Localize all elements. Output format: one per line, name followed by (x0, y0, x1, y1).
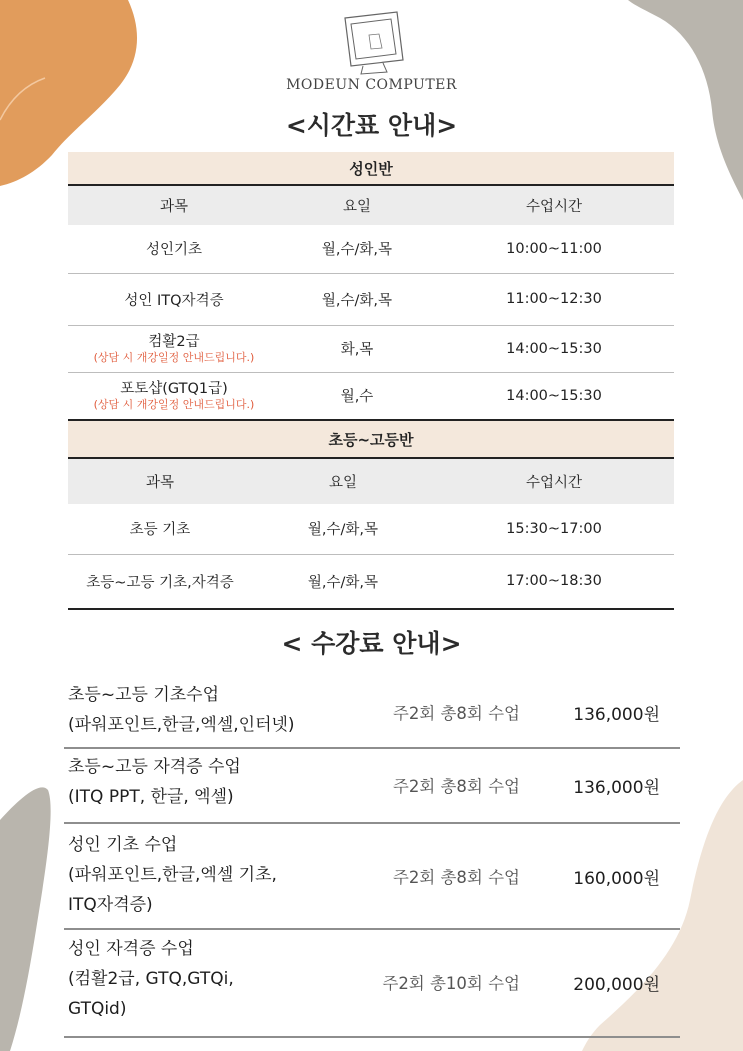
days-cell: 월,수/화,목 (252, 504, 434, 554)
course-schedule: 주2회 총10회 수업 (382, 974, 520, 993)
fee-title: < 수강료 안내> (281, 629, 462, 658)
fee-list (64, 676, 680, 1038)
subject-cell (68, 372, 280, 420)
course-price: 136,000원 (573, 705, 660, 725)
time-cell: 11:00~12:30 (434, 273, 674, 325)
subject-cell: 성인 ITQ자격증 (68, 273, 280, 325)
subject-cell: 성인기초 (68, 225, 280, 273)
fee-item (64, 824, 680, 930)
fee-item (64, 676, 680, 749)
adult-schedule-table (68, 152, 674, 421)
time-cell: 15:30~17:00 (434, 504, 674, 554)
course-price: 160,000원 (573, 869, 660, 889)
column-header-days: 요일 (280, 185, 434, 225)
days-cell: 월,수/화,목 (252, 554, 434, 609)
fee-item (64, 930, 680, 1038)
consult-note: (상담 시 개강일정 안내드립니다.) (93, 397, 255, 411)
kids-schedule-table (68, 421, 674, 610)
days-cell: 화,목 (280, 325, 434, 372)
course-price: 136,000원 (573, 778, 660, 798)
time-cell: 17:00~18:30 (434, 554, 674, 609)
schedule-title: <시간표 안내> (285, 111, 458, 140)
subject-text: 포토샵(GTQ1급) (120, 380, 228, 397)
course-schedule: 주2회 총8회 수업 (392, 777, 520, 796)
brand-name: MODEUN COMPUTER (286, 77, 457, 93)
column-header-subject: 과목 (68, 185, 280, 225)
course-name: 초등~고등 기초수업 (파워포인트,한글,엑셀,인터넷) (68, 685, 295, 735)
table-row (68, 273, 674, 325)
table-row (68, 225, 674, 273)
time-cell: 10:00~11:00 (434, 225, 674, 273)
course-name: 성인 자격증 수업 (컴활2급, GTQ,GTQi, GTQid) (68, 939, 234, 1019)
table-row (68, 504, 674, 554)
column-header-time: 수업시간 (434, 458, 674, 504)
table-row (68, 325, 674, 372)
course-schedule: 주2회 총8회 수업 (392, 868, 520, 887)
table-row (68, 554, 674, 609)
time-cell: 14:00~15:30 (434, 325, 674, 372)
consult-note: (상담 시 개강일정 안내드립니다.) (93, 350, 255, 364)
table-row (68, 372, 674, 420)
fee-item (64, 749, 680, 824)
column-header-subject: 과목 (68, 458, 252, 504)
subject-cell: 초등 기초 (68, 504, 252, 554)
subject-cell: 초등~고등 기초,자격증 (68, 554, 252, 609)
subject-text: 컴활2급 (148, 333, 200, 350)
course-name: 초등~고등 자격증 수업 (ITQ PPT, 한글, 엑셀) (68, 757, 241, 807)
days-cell: 월,수/화,목 (280, 225, 434, 273)
group-label-adult: 성인반 (68, 152, 674, 185)
column-header-time: 수업시간 (434, 185, 674, 225)
days-cell: 월,수 (280, 372, 434, 420)
days-cell: 월,수/화,목 (280, 273, 434, 325)
subject-cell (68, 325, 280, 372)
course-price: 200,000원 (573, 975, 660, 995)
computer-logo-icon (335, 10, 409, 76)
course-name: 성인 기초 수업 (파워포인트,한글,엑셀 기초, ITQ자격증) (68, 835, 277, 915)
course-schedule: 주2회 총8회 수업 (392, 704, 520, 723)
time-cell: 14:00~15:30 (434, 372, 674, 420)
group-label-kids: 초등~고등반 (68, 421, 674, 458)
column-header-days: 요일 (252, 458, 434, 504)
gray-blob-left (0, 787, 51, 1051)
